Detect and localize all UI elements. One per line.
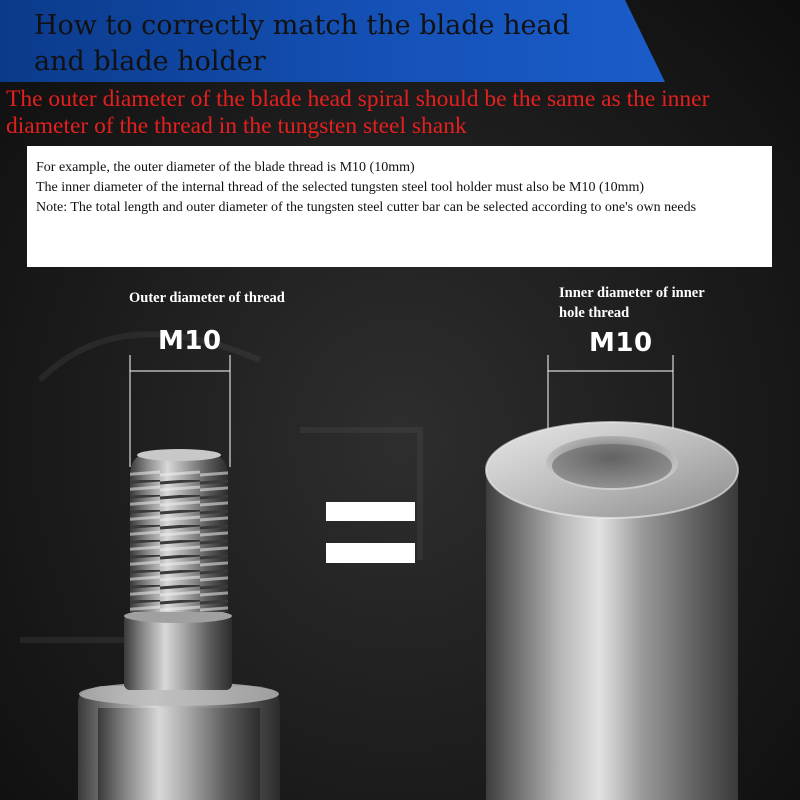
inner-diameter-label: Inner diameter of inner hole thread <box>559 285 705 321</box>
threaded-blade-head <box>78 449 280 800</box>
matching-rule-text: The outer diameter of the blade head spiral should be the same as the inner diameter of the thread in the tungsten steel shank <box>6 86 710 139</box>
outer-diameter-value: M10 <box>158 326 222 356</box>
info-box <box>27 146 772 267</box>
info-line-requirement: The inner diameter of the internal thread of the selected tungsten steel tool holder must also be M10 (10mm) <box>36 180 645 195</box>
page-title: How to correctly match the blade head and blade holder <box>34 10 570 77</box>
info-line-example: For example, the outer diameter of the blade thread is M10 (10mm) <box>36 160 415 175</box>
tungsten-steel-shank <box>486 422 738 800</box>
info-text <box>36 158 766 218</box>
equals-sign-icon <box>326 502 415 563</box>
outer-diameter-label: Outer diameter of thread <box>129 290 285 306</box>
inner-diameter-value: M10 <box>589 328 653 358</box>
info-line-note: Note: The total length and outer diameter of the tungsten steel cutter bar can be selected according to one's own needs <box>36 200 697 215</box>
